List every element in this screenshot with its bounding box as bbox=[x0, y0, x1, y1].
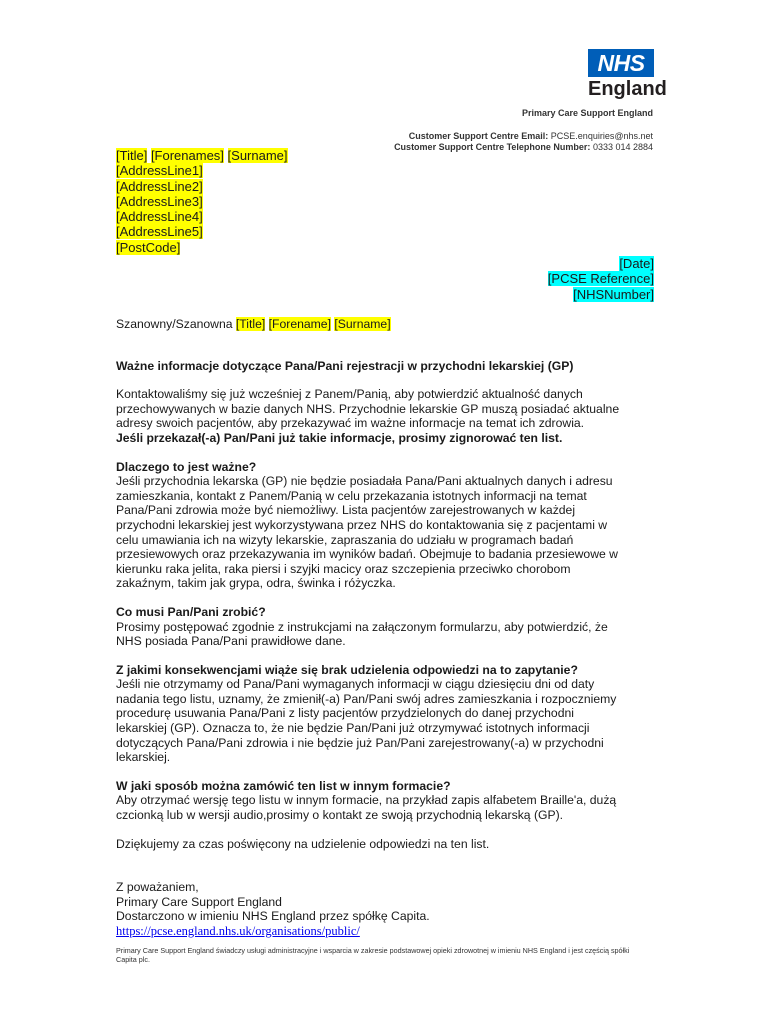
section-line: procedurę usuwania Pana/Pani z listy pacjentów przydzielonych do danej przychodni bbox=[116, 706, 574, 721]
section-heading: Z jakimi konsekwencjami wiąże się brak udzielenia odpowiedzi na to zapytanie? bbox=[116, 662, 578, 677]
intro-bold: Jeśli przekazał(-a) Pan/Pani już takie informacje, prosimy zignorować ten list. bbox=[116, 430, 563, 445]
section-line: lekarskiej (GP). Oznacza to, że nie będzie Pan/Pani już otrzymywać istotnych informacji bbox=[116, 721, 590, 736]
section-line: zamieszkania, kontakt z Panem/Panią w celu przekazania istotnych informacji na temat bbox=[116, 488, 587, 503]
recipient-surname: [Surname] bbox=[227, 148, 288, 163]
nhs-logo-badge: NHS bbox=[588, 49, 654, 77]
nhs-number-field: [NHSNumber] bbox=[573, 286, 654, 302]
phone-label: Customer Support Centre Telephone Number: bbox=[394, 142, 591, 152]
page-footer bbox=[116, 946, 676, 964]
section-line: NHS posiada Pana/Pani prawidłowe dane. bbox=[116, 634, 346, 649]
section-line: czcionką lub w wersji audio,prosimy o kontakt ze swoją przychodnią lekarską (GP). bbox=[116, 808, 564, 823]
recipient-forenames: [Forenames] bbox=[150, 148, 224, 163]
salutation bbox=[116, 317, 661, 332]
recipient-name-line bbox=[116, 148, 288, 163]
pcse-reference-field: [PCSE Reference] bbox=[547, 271, 654, 287]
recipient-title: [Title] bbox=[116, 148, 148, 163]
address-line-1: [AddressLine1] bbox=[116, 163, 203, 179]
email-label: Customer Support Centre Email: bbox=[408, 131, 549, 141]
section-line: przesiewowych oraz przekazywania im wyników badań. Obejmuje to badania przesiewowe w bbox=[116, 547, 618, 562]
address-line-3: [AddressLine3] bbox=[116, 193, 203, 209]
nhs-logo-region: England bbox=[588, 78, 667, 100]
section-line: dotyczących Pana/Pani zdrowia i nie będzie już Pan/Pani zarejestrowany(-a) w przychodni bbox=[116, 735, 604, 750]
on-behalf-line: Dostarczono w imieniu NHS England przez spółkę Capita. bbox=[116, 909, 430, 924]
section-line: lekarskiej. bbox=[116, 750, 171, 765]
sender-name: Primary Care Support England bbox=[116, 894, 282, 909]
salutation-surname: [Surname] bbox=[334, 317, 391, 331]
section-line: Jeśli nie otrzymamy od Pana/Pani wymaganych informacji w ciągu dziesięciu dni od daty bbox=[116, 677, 595, 692]
letter-subject: Ważne informacje dotyczące Pana/Pani rejestracji w przychodni lekarskiej (GP) bbox=[116, 358, 574, 373]
pcse-website-link[interactable]: https://pcse.england.nhs.uk/organisations/public/ bbox=[116, 924, 360, 938]
date-field: [Date] bbox=[619, 256, 654, 271]
nhs-england-logo bbox=[588, 49, 667, 100]
recipient-address bbox=[116, 148, 288, 255]
section-line: Aby otrzymać wersję tego listu w innym formacie, na przykład zapis alfabetem Braille'a, dużą bbox=[116, 793, 617, 808]
section-line: Prosimy postępować zgodnie z instrukcjami na załączonym formularzu, aby potwierdzić, że bbox=[116, 619, 608, 634]
footer-line-2: Capita plc. bbox=[116, 955, 150, 964]
section-line: zakaźnym, takim jak grypa, odra, świnka i różyczka. bbox=[116, 576, 396, 591]
section-line: Pana/Pani zdrowia może być niemożliwy. Lista pacjentów zarejestrowanych w każdej bbox=[116, 503, 576, 518]
postcode: [PostCode] bbox=[116, 239, 181, 255]
address-line-5: [AddressLine5] bbox=[116, 224, 203, 240]
section-line: nadania tego listu, uznamy, że zmienił(-a) Pan/Pani swój adres zamieszkania i rozpoczniemy bbox=[116, 691, 617, 706]
letter-body bbox=[116, 317, 661, 939]
closing: Z poważaniem, bbox=[116, 880, 199, 895]
phone-value: 0333 014 2884 bbox=[592, 142, 653, 152]
salutation-title: [Title] bbox=[235, 317, 266, 331]
thanks-line: Dziękujemy za czas poświęcony na udzielenie odpowiedzi na ten list. bbox=[116, 836, 490, 851]
section-heading: Co musi Pan/Pani zrobić? bbox=[116, 604, 266, 619]
section-line: Jeśli przychodnia lekarska (GP) nie będzie posiadała Pana/Pani aktualnych danych i adresu bbox=[116, 474, 613, 489]
sender-organisation: Primary Care Support England bbox=[521, 108, 653, 118]
section-line: przychodni lekarskiej jest wykorzystywana przez NHS do kontaktowania się z pacjentami w bbox=[116, 517, 608, 532]
section-line: celu umawiania ich na wizyty lekarskie, zapraszania do udziału w programach badań bbox=[116, 532, 574, 547]
section-line: kierunku raka jelita, raka piersi i szyjki macicy oraz szczepienia przeciwko chorobom bbox=[116, 561, 571, 576]
salutation-prefix: Szanowny/Szanowna bbox=[116, 317, 233, 331]
letter-references bbox=[548, 256, 654, 302]
contact-details bbox=[394, 131, 653, 153]
footer-line-1: Primary Care Support England świadczy usługi administracyjne i wsparcia w zakresie podstawowej opieki zdrowotnej w imieniu NHS England i jest częścią spółki bbox=[116, 946, 630, 955]
address-line-2: [AddressLine2] bbox=[116, 178, 203, 194]
salutation-forename: [Forename] bbox=[268, 317, 331, 331]
section-heading: W jaki sposób można zamówić ten list w innym formacie? bbox=[116, 778, 451, 793]
intro-line: przechowywanych w bazie danych NHS. Przychodnie lekarskie GP muszą posiadać aktualne bbox=[116, 401, 620, 416]
section-heading: Dlaczego to jest ważne? bbox=[116, 459, 257, 474]
address-line-4: [AddressLine4] bbox=[116, 209, 203, 225]
email-value: PCSE.enquiries@nhs.net bbox=[550, 131, 653, 141]
intro-line: Kontaktowaliśmy się już wcześniej z Panem/Panią, aby potwierdzić aktualność danych bbox=[116, 387, 583, 402]
intro-line: adresy swoich pacjentów, aby przekazywać im ważne informacje na temat ich zdrowia. bbox=[116, 416, 585, 431]
